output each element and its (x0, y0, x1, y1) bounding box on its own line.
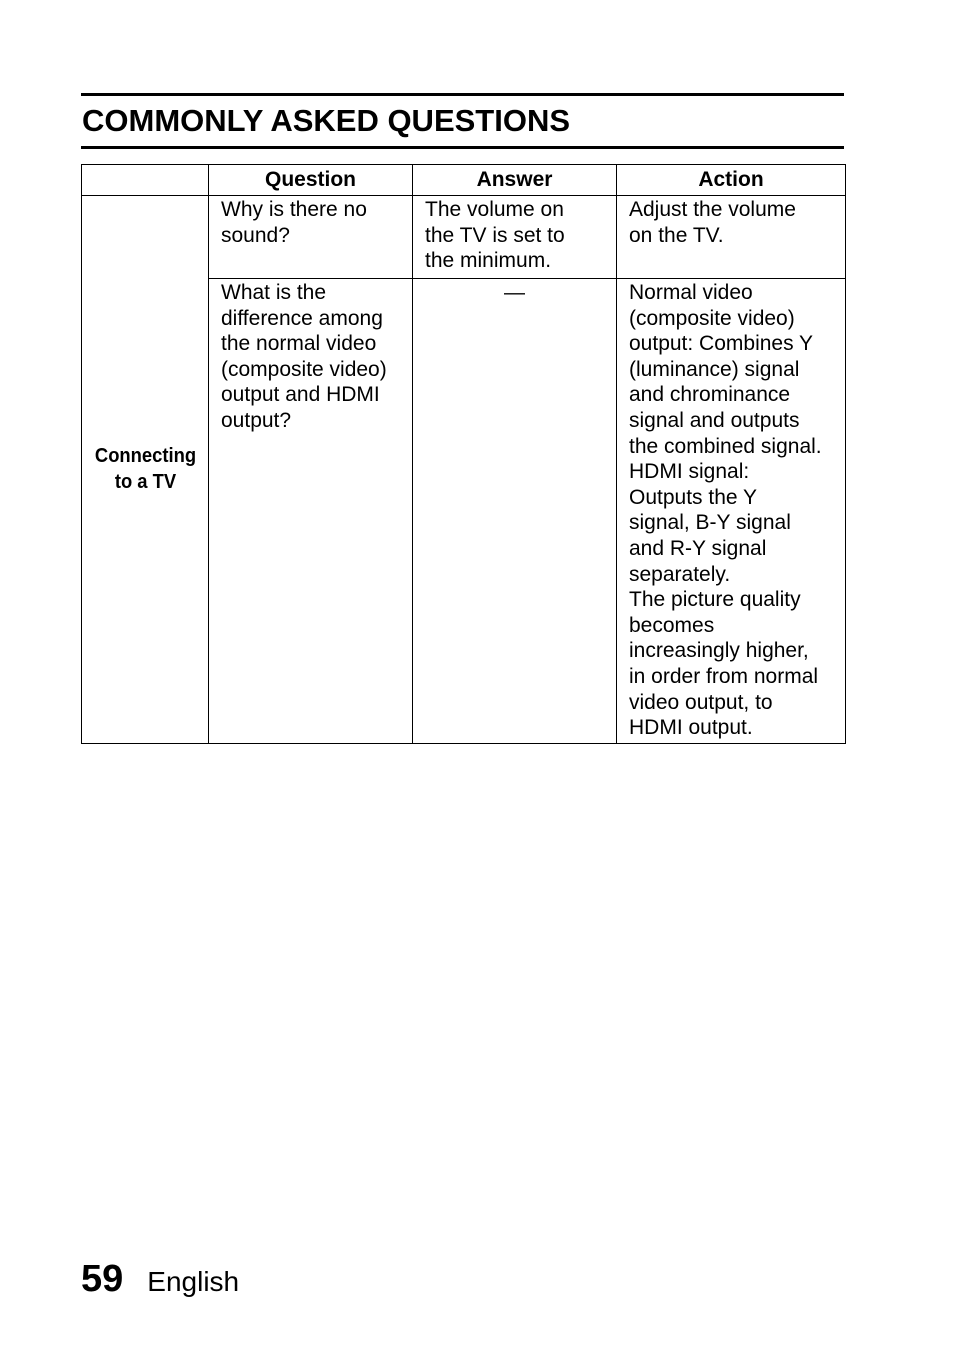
question-cell: Why is there no sound? (209, 196, 413, 279)
table-row (82, 196, 846, 279)
question-cell: What is the difference among the normal video (composite video) output and HDMI output? (209, 279, 413, 744)
page-language: English (147, 1266, 240, 1297)
page-number: 59 (81, 1258, 124, 1300)
column-header-question: Question (209, 165, 413, 196)
page-footer (81, 1258, 239, 1308)
action-cell: Normal video (composite video) output: Combines Y (luminance) signal and chrominance signal and outputs the combined signal. HDMI signal: Outputs the Y signal, B-Y signal and R-Y signal separately. The picture quality becomes increasingly higher, in order from normal video output, to HDMI output. (617, 279, 846, 744)
column-header-action: Action (617, 165, 846, 196)
action-cell: Adjust the volume on the TV. (617, 196, 846, 279)
faq-table (81, 164, 846, 744)
page-title: COMMONLY ASKED QUESTIONS (82, 103, 571, 138)
column-header-category (82, 165, 209, 196)
answer-cell: The volume on the TV is set to the minimum. (413, 196, 617, 279)
answer-cell: — (413, 279, 617, 744)
column-header-answer: Answer (413, 165, 617, 196)
table-header-row (82, 165, 846, 196)
category-cell: Connecting to a TV (87, 196, 204, 744)
page-header (81, 93, 844, 149)
